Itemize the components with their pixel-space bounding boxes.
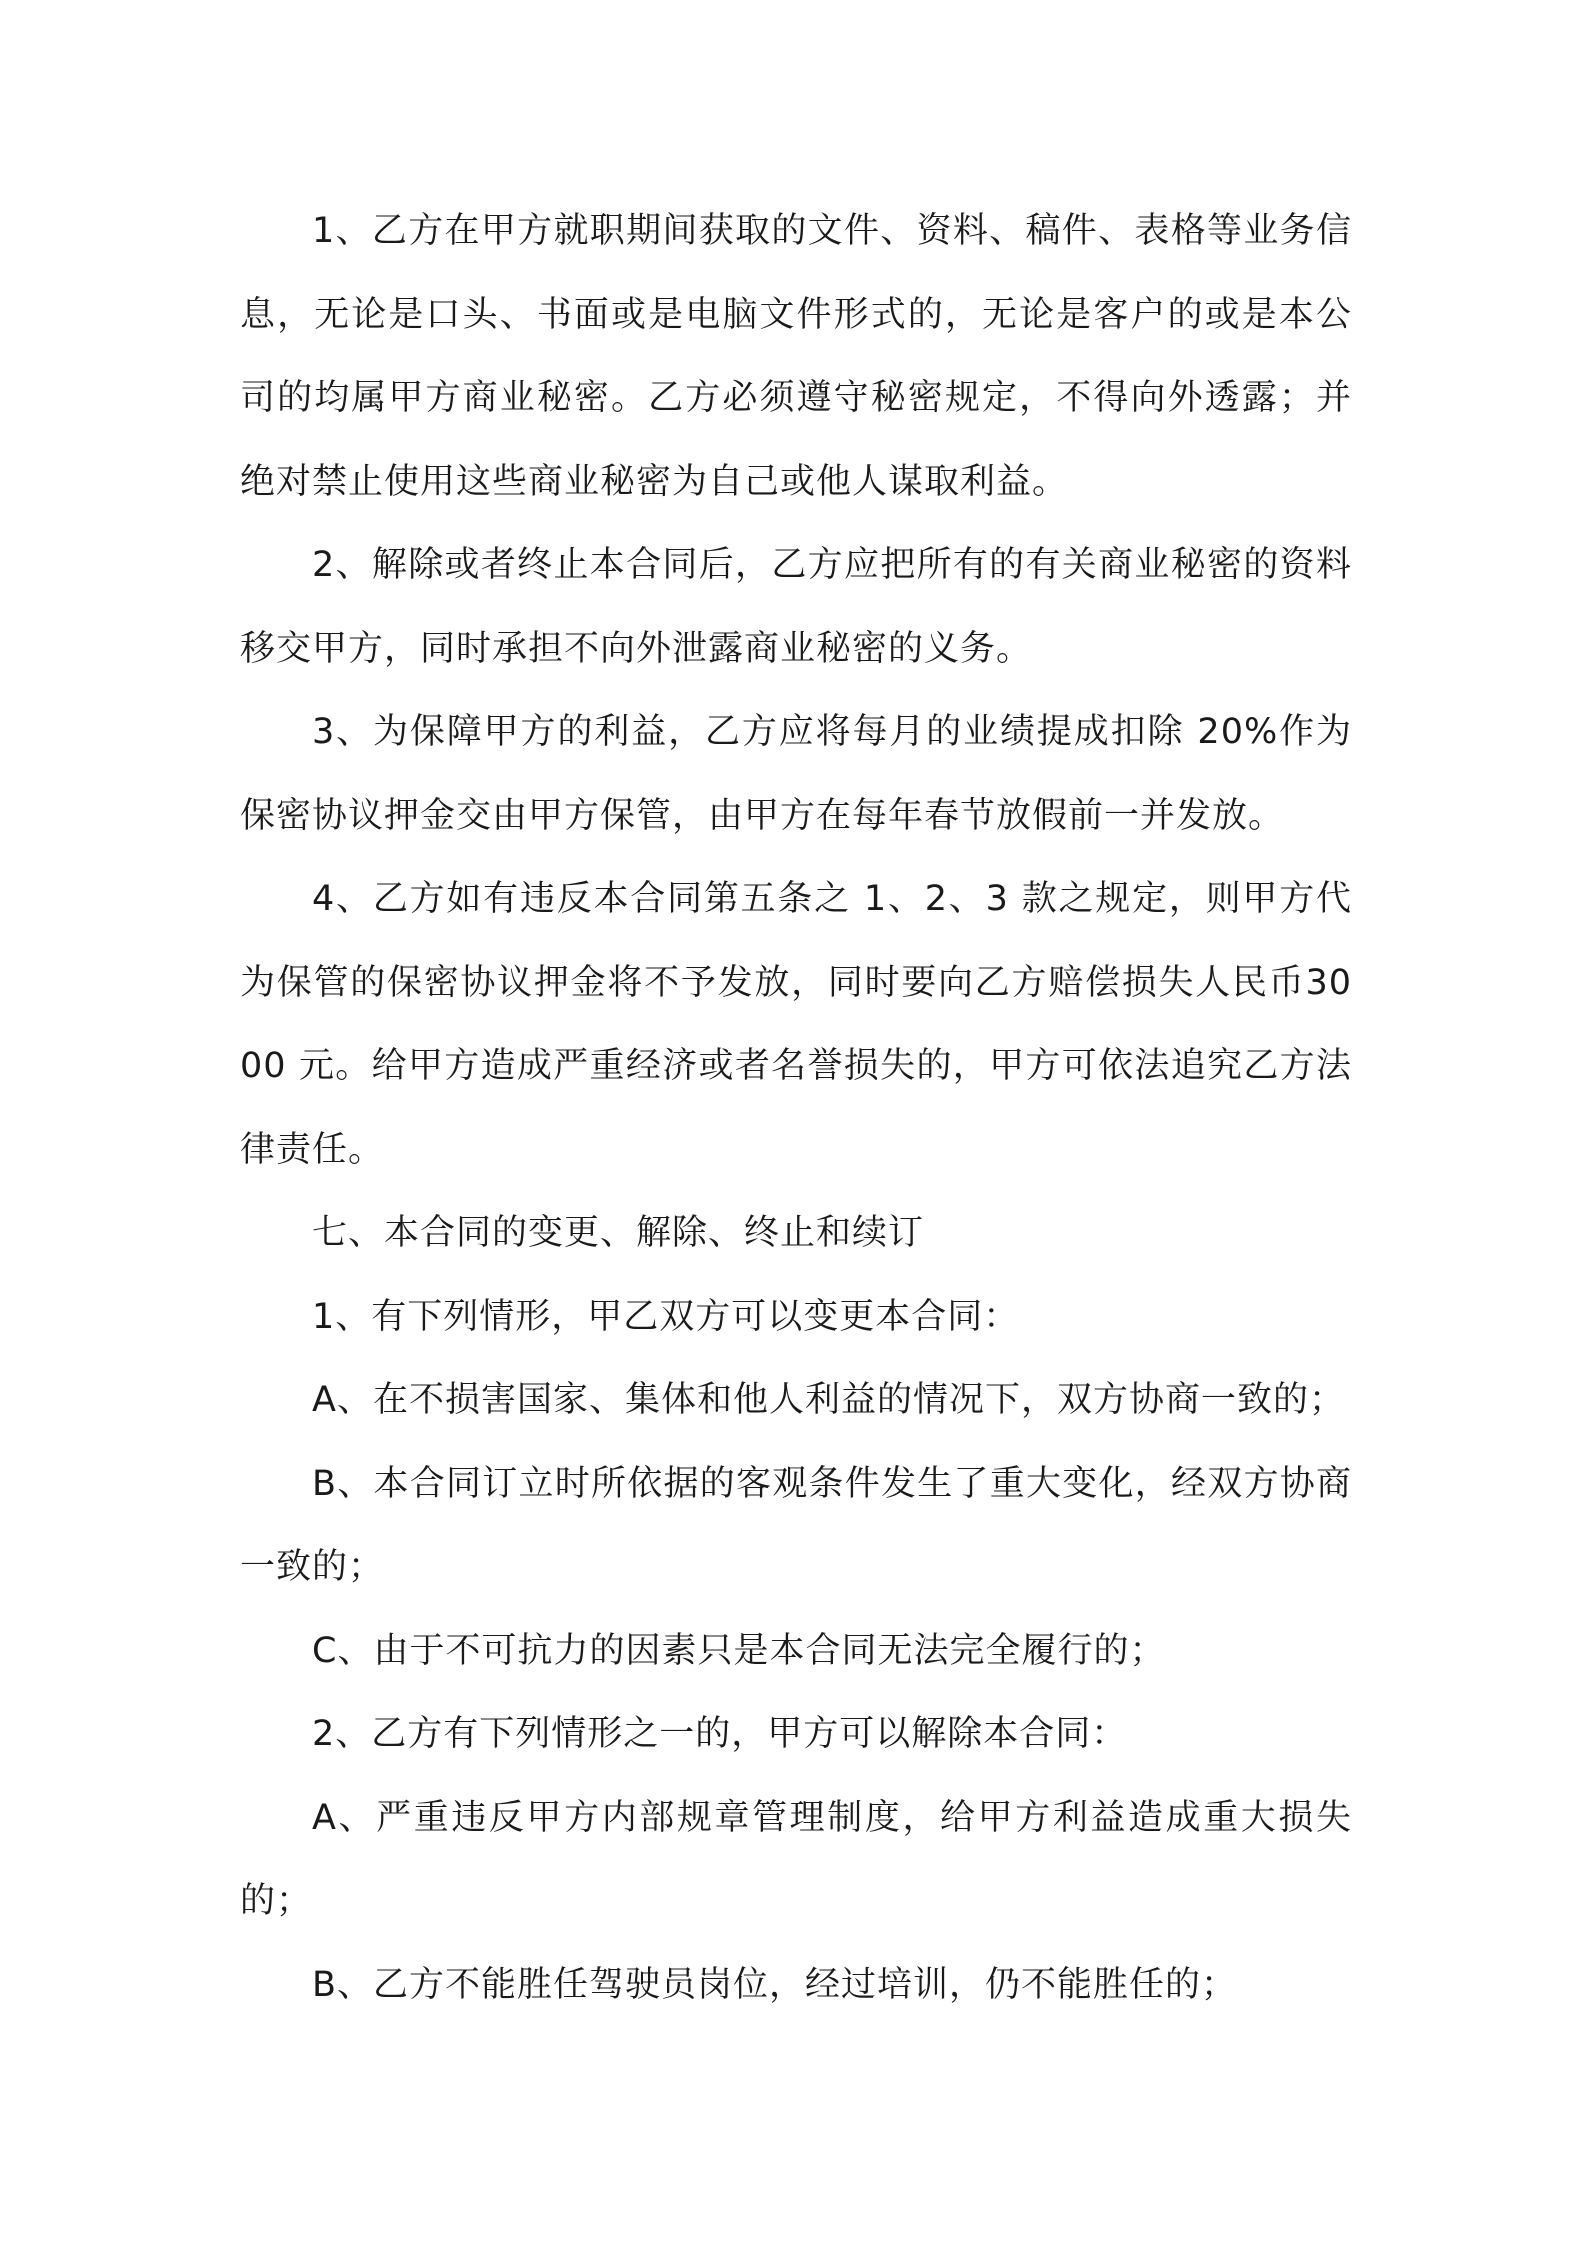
paragraph-change-conditions: 1、有下列情形，甲乙双方可以变更本合同： bbox=[312, 1296, 1020, 1337]
list-item-change-b: B、本合同订立时所依据的客观条件发生了重大变化，经双方协商一致的； bbox=[240, 1463, 1352, 1587]
list-item-change-c: C、由于不可抗力的因素只是本合同无法完全履行的； bbox=[312, 1630, 1166, 1671]
paragraph-termination-conditions: 2、乙方有下列情形之一的，甲方可以解除本合同： bbox=[312, 1714, 1128, 1754]
paragraph-handover-secrets: 2、解除或者终止本合同后，乙方应把所有的有关商业秘密的资料移交甲方，同时承担不向外泄露商业秘密的义务。 bbox=[240, 545, 1352, 669]
list-item-change-a: A、在不损害国家、集体和他人利益的情况下，双方协商一致的； bbox=[312, 1380, 1345, 1420]
paragraph-violation-penalty: 4、乙方如有违反本合同第五条之 1、2、3 款之规定，则甲方代为保管的保密协议押金将不予发放，同时要向乙方赔偿损失人民币3000 元。给甲方造成严重经济或者名誉损失的，甲方可依法追究乙方法律责任。 bbox=[240, 879, 1352, 1170]
paragraph-confidential-info: 1、乙方在甲方就职期间获取的文件、资料、稿件、表格等业务信息，无论是口头、书面或是电脑文件形式的，无论是客户的或是本公司的均属甲方商业秘密。乙方必须遵守秘密规定，不得向外透露；并绝对禁止使用这些商业秘密为自己或他人谋取利益。 bbox=[240, 211, 1352, 502]
list-item-termination-a: A、严重违反甲方内部规章管理制度，给甲方利益造成重大损失的； bbox=[240, 1797, 1352, 1921]
document-body bbox=[240, 190, 1352, 2027]
section-heading-contract-change: 七、本合同的变更、解除、终止和续订 bbox=[312, 1213, 925, 1253]
paragraph-deposit: 3、为保障甲方的利益，乙方应将每月的业绩提成扣除 20%作为保密协议押金交由甲方保管，由甲方在每年春节放假前一并发放。 bbox=[240, 712, 1352, 836]
list-item-termination-b: B、乙方不能胜任驾驶员岗位，经过培训，仍不能胜任的； bbox=[312, 1964, 1238, 2005]
